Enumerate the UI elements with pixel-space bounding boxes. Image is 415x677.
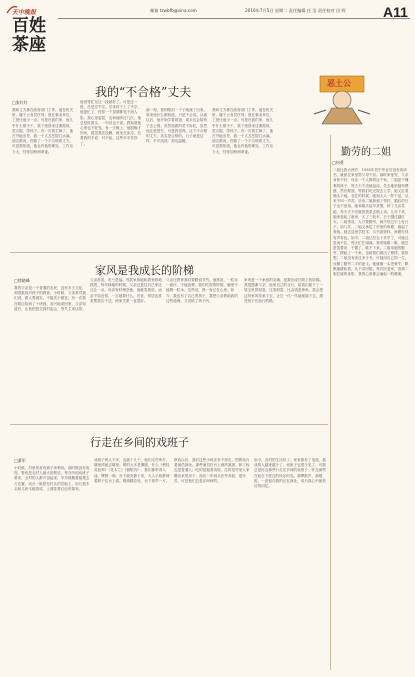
article3-headline: 家风是我成长的阶梯 [95, 264, 194, 277]
masthead-rule [58, 18, 410, 19]
date-line: 2016年7月5日 星期二 责任编辑 任 浩 责任校对 田 野 [245, 8, 346, 13]
article1-bottom-rule [10, 252, 328, 253]
article1-col2: 他说等忙完这一段就好了。可是这一段，总是过不完。后来孩子上了小学，他更忙了，经常一个星期都见不到人影。我心里委屈，也和他吵过几次。他总是低着头，一句话也不说。我知道他心里也不好受。有一天晚上，他很晚才回来，看见我还没睡，就坐在床边，拉着我的手说：对不起，这些年辛苦你了。 [80, 100, 142, 146]
article3-col2: 父亲常说，吃亏是福。邻居家的地和我家的地挨着，每年耕地的时候，父亲总是往自己家这边让一点。母亲有时埋怨他，他就笑着说，远亲不如近邻，一点地算什么。后来，邻居也常来帮我们干活，两家关系一直很好。 [90, 278, 162, 303]
article4-headline: 行走在乡间的戏班子 [90, 436, 189, 449]
article3-bottom-rule [10, 424, 328, 425]
column-title-line2: 茶座 [12, 35, 46, 55]
brand-swoosh-icon [6, 5, 18, 15]
article1-headline: 我的“不合格”丈夫 [95, 85, 192, 99]
article1-byline: □张红红 [12, 100, 28, 105]
article4-col2: 戏班子的人不多，也就十几个，他们走村串乡，哪里请就去哪里。唱的大多是豫剧，什么《穆桂英挂帅》《花木兰》《朝阳沟》，我们都听得入迷。锣鼓一响，台下就安静下来，大人小孩都伸着脖子往台上看。唱到精彩处，台下掌声一片。 [94, 458, 170, 483]
article4-col1: 小时候，村里常有戏班子来唱戏。那时候没有电视，看戏是农村人最大的娱乐。每当听说戏班子要来，全村的人都兴奋起来，早早就搬着板凳去占位置。戏台一般搭在村头的空地上，用几根木头和几块木板搭成，上面挂着红色的幕布。 [14, 466, 90, 491]
article2-divider [330, 135, 331, 670]
cartoon-illustration [292, 70, 392, 126]
article3-col1: 我的父亲是一个普通的农民，没有多少文化，却很重视对孩子的教育。小时候，父亲常对我们说，做人要诚实，不能贪小便宜。有一次我在路边捡到了十块钱，高兴地拿回家，父亲知道后，让我把钱交到村委会，等失主来认领。 [14, 286, 86, 311]
article3-col3: 父亲还教育我们要勤俭节约。他常说，一粒米一滴汗，不能浪费。我们吃饭的时候，碗里不能剩一粒米。这些话，我一直记在心里。如今，我也有了自己的孩子，我把父亲教给我的这些道理，又讲给了孩子听。 [166, 278, 238, 303]
page-number: A11 [383, 4, 408, 20]
cartoon-caption: 恶土公 [327, 79, 351, 88]
article2-text: 二姐比我大两岁，1985年初中毕业后没有再读书，就留在家里帮父母干活。那时家里穷，父亲身体不好，母亲一个人撑着这个家。二姐是个懂事的孩子，每天天不亮就起床，先去地里割草喂猪，然后做饭，等我们吃完饭去上学，她又扛着锄头下地。农忙的时候，她和大人一样干活，从来不叫一声苦。后来二姐嫁到了邻村，婚后的日子也不宽裕。她和姐夫起早贪黑，种了几亩菜地，每天天不亮就挑着菜去镇上卖。几年下来，她家盖起了新房，买了三轮车，日子越过越红火。二姐常说，人只要勤劳，就不怕过不上好日子。前几年，二姐又承包了村里的鱼塘，搞起了养殖。她去县里学技术，买书看资料，鱼塘办得有声有色。如今，二姐已经五十多岁了，可她还是闲不住，每天忙忙碌碌。我劝她歇一歇，她总是笑着说：干惯了，歇不下来。二姐用她的勤劳，撑起了一个家，也给我们做出了榜样。我常想，二姐没有读过多少书，可她用自己的一生，诠释了勤劳二字的意义。她就像一头老黄牛，默默地耕耘着，从不求回报。每次回老家，看到二姐忙碌的身影，我的心里都会涌起一股暖流。 [333, 168, 409, 277]
article1-col3: 那一刻，我的眼泪一下子就流了出来。原来他什么都知道，只是不会说。从那以后，他开始学着做饭，周末也会陪孩子去公园。虽然他做的菜不好吃，虽然他还是很忙，可是我觉得，这个不合格的丈夫，其实是合格的。日子就是这样，平平淡淡，却也温暖。 [146, 108, 208, 144]
article2-headline: 勤劳的二姐 [341, 147, 391, 158]
article2-byline: □何勇 [332, 160, 344, 165]
article4-byline: □董军 [14, 458, 26, 463]
article4-col4: 如今，农村的生活好了，家家都有了电视，看戏的人越来越少了，戏班子也很少见了。可我总是怀念那些行走在乡间的戏班子，怀念那些在戏台下度过的快乐时光。那锣鼓声，那唱腔，一直留在我的记忆深处，成为我心中最美好的回忆。 [254, 458, 326, 489]
email-line: 邮箱 tzwbfb@sina.com [150, 8, 197, 13]
masthead [0, 0, 415, 70]
article3-col4: 家风是一个家庭的灵魂，是我们成长路上的阶梯。我很感谢父亲，他用自己的言行，给我们留下了一笔宝贵的财富。这笔财富，比金钱更珍贵。我会把这份家风传承下去，让它一代一代地延续下去，照亮孩子们前行的路。 [244, 278, 324, 303]
article1-col1: 我和丈夫都在政府部门工作。他在机关里，属于公务员序列；我在事业单位，工资比他少一点。可是在我们家，他几乎什么都不干，我下班回来还要做饭、洗衣服、带孩子。有一次我生病了，他在外地出差，我一个人去医院打点滴。朋友都说，你嫁了一个不合格的丈夫。可是我知道，他也有他的难处，工作压力大，经常加班到深夜。 [12, 108, 74, 154]
article3-byline: □徐晓峰 [14, 278, 30, 283]
column-title-line1: 百姓 [12, 16, 46, 36]
article4-col3: 散戏以后，我们这些小孩还舍不得走，围着戏台看演员卸妆。那些演员在台上威风凛凛，卸了妆也是普通人，吃的是粗茶淡饭，住的是村里人家腾出来的房子。他们一年到头在外奔波，很辛苦，可是他们总是乐呵呵的。 [174, 458, 250, 483]
article1-col4: 我和丈夫都在政府部门工作。他在机关里，属于公务员序列；我在事业单位，工资比他少一点。可是在我们家，他几乎什么都不干，我下班回来还要做饭、洗衣服、带孩子。有一次我生病了，他在外地出差，我一个人去医院打点滴。朋友都说，你嫁了一个不合格的丈夫。可是我知道，他也有他的难处，工作压力大，经常加班到深夜。 [212, 108, 274, 154]
brand-logo-text: 天中晚报 [12, 9, 37, 16]
